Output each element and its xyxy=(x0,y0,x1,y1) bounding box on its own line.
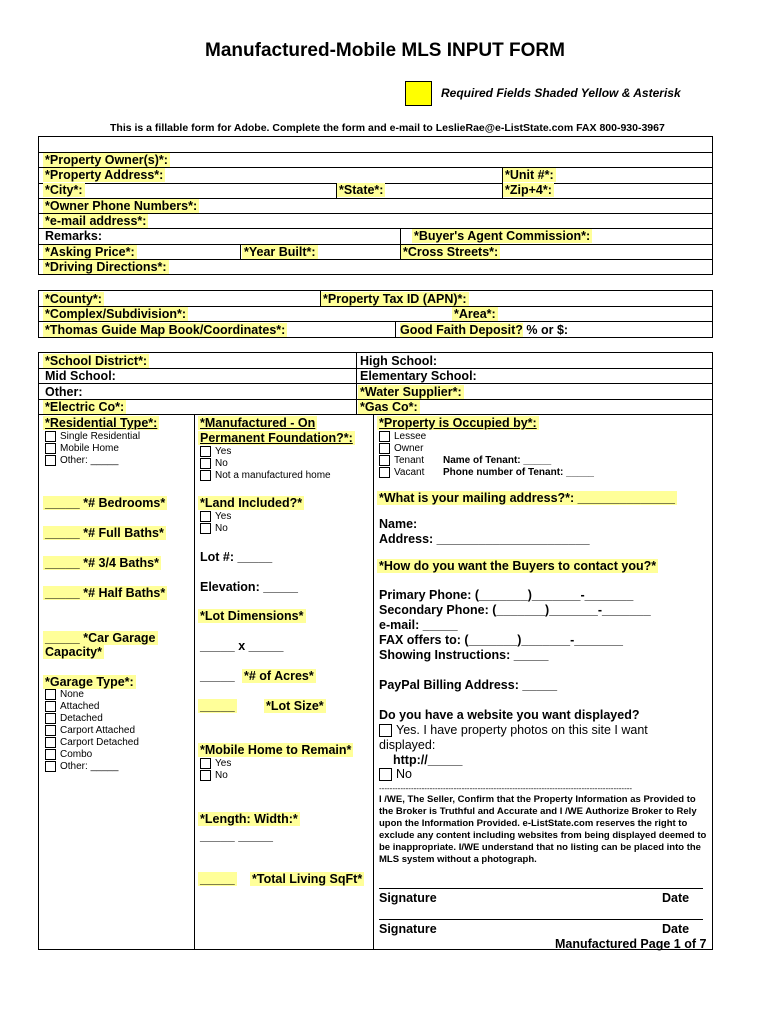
length-width-label: *Length: Width:* xyxy=(200,812,298,826)
lot-size-blank[interactable]: _____ xyxy=(200,699,235,713)
occupied-option[interactable]: Owner xyxy=(379,443,423,455)
email-field[interactable]: *e-mail address*: xyxy=(45,214,147,228)
signature-label-2[interactable]: Signature xyxy=(379,922,437,936)
acres-label: *# of Acres* xyxy=(244,669,314,683)
property-address-field[interactable]: *Property Address*: xyxy=(45,168,164,182)
car-garage-capacity-label: Capacity* xyxy=(45,645,102,659)
primary-phone-field[interactable]: Primary Phone: (_______)_______-_______ xyxy=(379,588,634,602)
land-option[interactable]: Yes xyxy=(200,511,231,523)
water-supplier-field[interactable]: *Water Supplier*: xyxy=(360,385,462,399)
asking-price-field[interactable]: *Asking Price*: xyxy=(45,245,135,259)
remarks-field[interactable]: Remarks: xyxy=(45,229,102,243)
lot-dimensions-label: *Lot Dimensions* xyxy=(200,609,304,623)
date-label[interactable]: Date xyxy=(662,891,690,905)
remain-option[interactable]: No xyxy=(200,770,228,782)
website-question: Do you have a website you want displayed? xyxy=(379,708,640,722)
acres-blank[interactable]: _____ xyxy=(200,669,235,683)
three-quarter-baths-field[interactable]: _____ *# 3/4 Baths* xyxy=(45,556,159,570)
county-field[interactable]: *County*: xyxy=(45,292,102,306)
garage-option[interactable]: Attached xyxy=(45,701,99,713)
secondary-phone-field[interactable]: Secondary Phone: (_______)_______-_______ xyxy=(379,603,651,617)
manufactured-option[interactable]: No xyxy=(200,458,228,470)
garage-option[interactable]: Detached xyxy=(45,713,103,725)
tenant-phone-field[interactable]: Phone number of Tenant: _____ xyxy=(443,467,594,478)
occupied-option[interactable]: Tenant xyxy=(379,455,424,467)
garage-option[interactable]: Carport Attached xyxy=(45,725,135,737)
occupied-option[interactable]: Lessee xyxy=(379,431,426,443)
full-baths-field[interactable]: _____ *# Full Baths* xyxy=(45,526,164,540)
property-owner-field[interactable]: *Property Owner(s)*: xyxy=(45,153,168,167)
commission-field[interactable]: *Buyer's Agent Commission*: xyxy=(414,229,591,243)
tenant-name-field[interactable]: Name of Tenant: _____ xyxy=(443,455,552,466)
unit-field[interactable]: *Unit #*: xyxy=(505,168,554,182)
occupied-option[interactable]: Vacant xyxy=(379,467,424,479)
website-url-field[interactable]: http://_____ xyxy=(393,753,463,767)
school-district-field[interactable]: *School District*: xyxy=(45,354,148,368)
website-no-option[interactable]: No xyxy=(377,767,414,781)
land-included-label: *Land Included?* xyxy=(200,496,303,510)
land-option[interactable]: No xyxy=(200,523,228,535)
lot-dimensions-field[interactable]: _____ x _____ xyxy=(200,639,284,653)
occupied-by-label: *Property is Occupied by*: xyxy=(379,416,537,430)
signature-label[interactable]: Signature xyxy=(379,891,437,905)
name-field[interactable]: Name: xyxy=(379,517,418,531)
garage-option[interactable]: Carport Detached xyxy=(45,737,139,749)
location-section xyxy=(38,290,713,338)
paypal-billing-field[interactable]: PayPal Billing Address: _____ xyxy=(379,678,558,692)
length-width-field[interactable]: _____ _____ xyxy=(200,829,273,843)
mobile-home-remain-label: *Mobile Home to Remain* xyxy=(200,743,352,757)
lot-size-label: *Lot Size* xyxy=(266,699,324,713)
showing-instructions-field[interactable]: Showing Instructions: _____ xyxy=(379,648,549,662)
driving-directions-field[interactable]: *Driving Directions*: xyxy=(45,260,167,274)
manufactured-option[interactable]: Yes xyxy=(200,446,231,458)
required-legend: Required Fields Shaded Yellow & Asterisk xyxy=(441,86,681,100)
high-school-field[interactable]: High School: xyxy=(360,354,438,368)
buyers-contact-label: *How do you want the Buyers to contact you?* xyxy=(379,559,657,573)
bedrooms-field[interactable]: _____ *# Bedrooms* xyxy=(45,496,166,510)
garage-option[interactable]: Combo xyxy=(45,749,92,761)
owner-phone-field[interactable]: *Owner Phone Numbers*: xyxy=(45,199,198,213)
manufactured-label-2: Permanent Foundation?*: xyxy=(200,431,353,445)
residential-option[interactable]: Other: _____ xyxy=(45,455,118,467)
car-garage-field[interactable]: _____ *Car Garage xyxy=(45,631,156,645)
elementary-school-field[interactable]: Elementary School: xyxy=(360,369,477,383)
manufactured-option[interactable]: Not a manufactured home xyxy=(200,470,331,482)
residential-type-label: *Residential Type*: xyxy=(45,416,158,430)
utilities-section xyxy=(38,352,713,950)
cross-streets-field[interactable]: *Cross Streets*: xyxy=(403,245,499,259)
dash-separator: ----------------------------------------------------------------------------------------------- xyxy=(379,784,633,793)
zip-field[interactable]: *Zip+4*: xyxy=(505,183,552,197)
mid-school-field[interactable]: Mid School: xyxy=(45,369,116,383)
garage-type-label: *Garage Type*: xyxy=(45,675,134,689)
half-baths-field[interactable]: _____ *# Half Baths* xyxy=(45,586,166,600)
garage-option[interactable]: None xyxy=(45,689,84,701)
complex-field[interactable]: *Complex/Subdivision*: xyxy=(45,307,186,321)
form-title: Manufactured-Mobile MLS INPUT FORM xyxy=(205,40,565,61)
gas-co-field[interactable]: *Gas Co*: xyxy=(360,400,418,414)
fax-offers-field[interactable]: FAX offers to: (_______)_______-_______ xyxy=(379,633,623,647)
apn-field[interactable]: *Property Tax ID (APN)*: xyxy=(323,292,467,306)
residential-option[interactable]: Single Residential xyxy=(45,431,140,443)
sqft-blank[interactable]: _____ xyxy=(200,872,235,886)
instructions: This is a fillable form for Adobe. Complete the form and e-mail to LeslieRae@e-ListState.com FAX 800-930-3967 xyxy=(110,122,665,134)
residential-option[interactable]: Mobile Home xyxy=(45,443,119,455)
property-info-section xyxy=(38,136,713,275)
seller-confirmation-text: I /WE, The Seller, Confirm that the Property Information as Provided to the Broker is Truthful and Accurate and I /WE Authorize Broker to Rely upon the Information Provided. e-ListState.com reserves the right to exclude any content including websites from being displayed deemed to be inappropriate. I/WE understand that no listing can be placed into the MLS system without a photograph. xyxy=(379,794,707,865)
website-yes-option[interactable]: Yes. I have property photos on this site I want xyxy=(377,723,650,737)
year-built-field[interactable]: *Year Built*: xyxy=(244,245,316,259)
area-field[interactable]: *Area*: xyxy=(454,307,496,321)
contact-email-field[interactable]: e-mail: _____ xyxy=(379,618,458,632)
electric-co-field[interactable]: *Electric Co*: xyxy=(45,400,125,414)
city-field[interactable]: *City*: xyxy=(45,183,83,197)
state-field[interactable]: *State*: xyxy=(339,183,384,197)
garage-option[interactable]: Other: _____ xyxy=(45,761,118,773)
remain-option[interactable]: Yes xyxy=(200,758,231,770)
total-sqft-label: *Total Living SqFt* xyxy=(252,872,363,886)
thomas-guide-field[interactable]: *Thomas Guide Map Book/Coordinates*: xyxy=(45,323,286,337)
date-label-2[interactable]: Date xyxy=(662,922,690,936)
good-faith-deposit-field[interactable]: Good Faith Deposit? % or $: xyxy=(400,323,569,337)
address-field[interactable]: Address: ______________________ xyxy=(379,532,590,546)
other-school-field[interactable]: Other: xyxy=(45,385,83,399)
page-footer: Manufactured Page 1 of 7 xyxy=(555,937,707,951)
elevation-field[interactable]: Elevation: _____ xyxy=(200,580,298,594)
required-color-swatch xyxy=(405,81,432,106)
mailing-address-field[interactable]: *What is your mailing address?*: ______________ xyxy=(379,491,675,505)
manufactured-label: *Manufactured - On xyxy=(200,416,316,430)
website-yes-label-2: displayed: xyxy=(379,738,436,752)
lot-number-field[interactable]: Lot #: _____ xyxy=(200,550,273,564)
